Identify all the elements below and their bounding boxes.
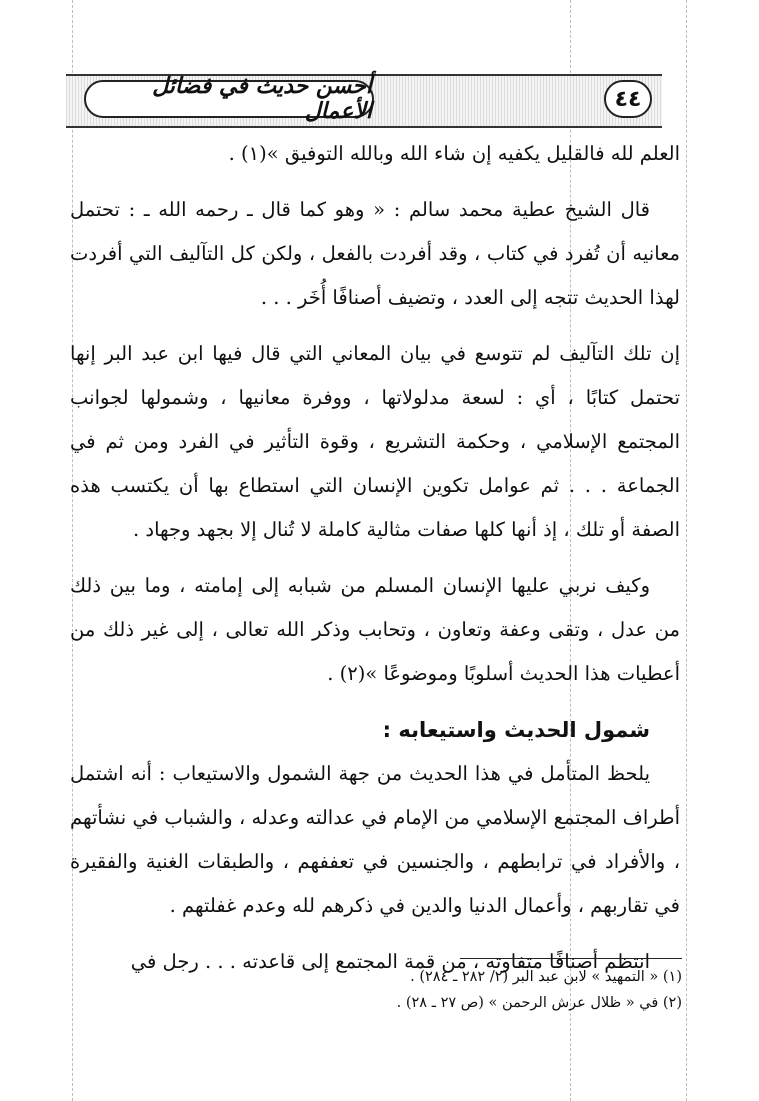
paragraph-6: انتظم أصنافًا متفاوته ، من قمة المجتمع إلى قاعدته . . . رجل في (130, 950, 650, 973)
paragraph-4: وكيف نربي عليها الإنسان المسلم من شبابه إلى إمامته ، وما بين ذلك من عدل ، وتقى وعفة وتعاون ، وتحابب وذكر الله تعالى ، إلى غير ذلك من أعطيات هذا الحديث أسلوبًا وموضوعًا »(٢) . (70, 574, 680, 685)
paragraph-2: قال الشيخ عطية محمد سالم : « وهو كما قال ـ رحمه الله ـ : تحتمل معانيه أن تُفرد في كتاب ، وقد أفردت بالفعل ، ولكن كل التآليف التي أفردت لهذا الحديث تتجه إلى العدد ، وتضيف أصنافًا أُخَر . . . (70, 198, 680, 309)
paragraph-1: العلم لله فالقليل يكفيه إن شاء الله وبالله التوفيق »(١) . (228, 142, 680, 165)
page-number: ٤٤ (604, 80, 652, 118)
footnote-divider (460, 958, 682, 959)
margin-guide-right (686, 0, 687, 1101)
running-title: أحسن حديث في فضائل الأعمال (84, 80, 374, 118)
paragraph-5: يلحظ المتأمل في هذا الحديث من جهة الشمول والاستيعاب : أنه اشتمل أطراف المجتمع الإسلامي من الإمام في عدالته وعدله ، والشباب في نشأتهم ، والأفراد في ترابطهم ، والجنسين في تعففهم ، والطبقات الغنية والفقيرة في تقاربهم ، وأعمال الدنيا والدين في ذكرهم لله وعدم غفلتهم . (70, 762, 680, 917)
page-body (70, 132, 680, 984)
paragraph-3: إن تلك التآليف لم تتوسع في بيان المعاني التي قال فيها ابن عبد البر إنها تحتمل كتابًا ، أي : لسعة مدلولاتها ، ووفرة معانيها ، وشمولها لجوانب المجتمع الإسلامي ، وحكمة التشريع ، وقوة التأثير في الفرد ومن ثم في الجماعة . . . ثم عوامل تكوين الإنسان التي استطاع بها أن يكتسب هذه الصفة أو تلك ، إذ أنها كلها صفات مثالية كاملة لا تُنال إلا بجهد وجهاد . (70, 342, 680, 541)
footnote-2: (٢) في « ظلال عرش الرحمن » (ص ٢٧ ـ ٢٨) . (396, 995, 682, 1011)
section-heading: شمول الحديث واستيعابه : (382, 718, 650, 742)
footnotes (70, 964, 682, 1016)
footnote-1: (١) « التمهيد » لابن عبد البر (٢/ ٢٨٢ ـ ٢٨٤) . (410, 969, 682, 985)
